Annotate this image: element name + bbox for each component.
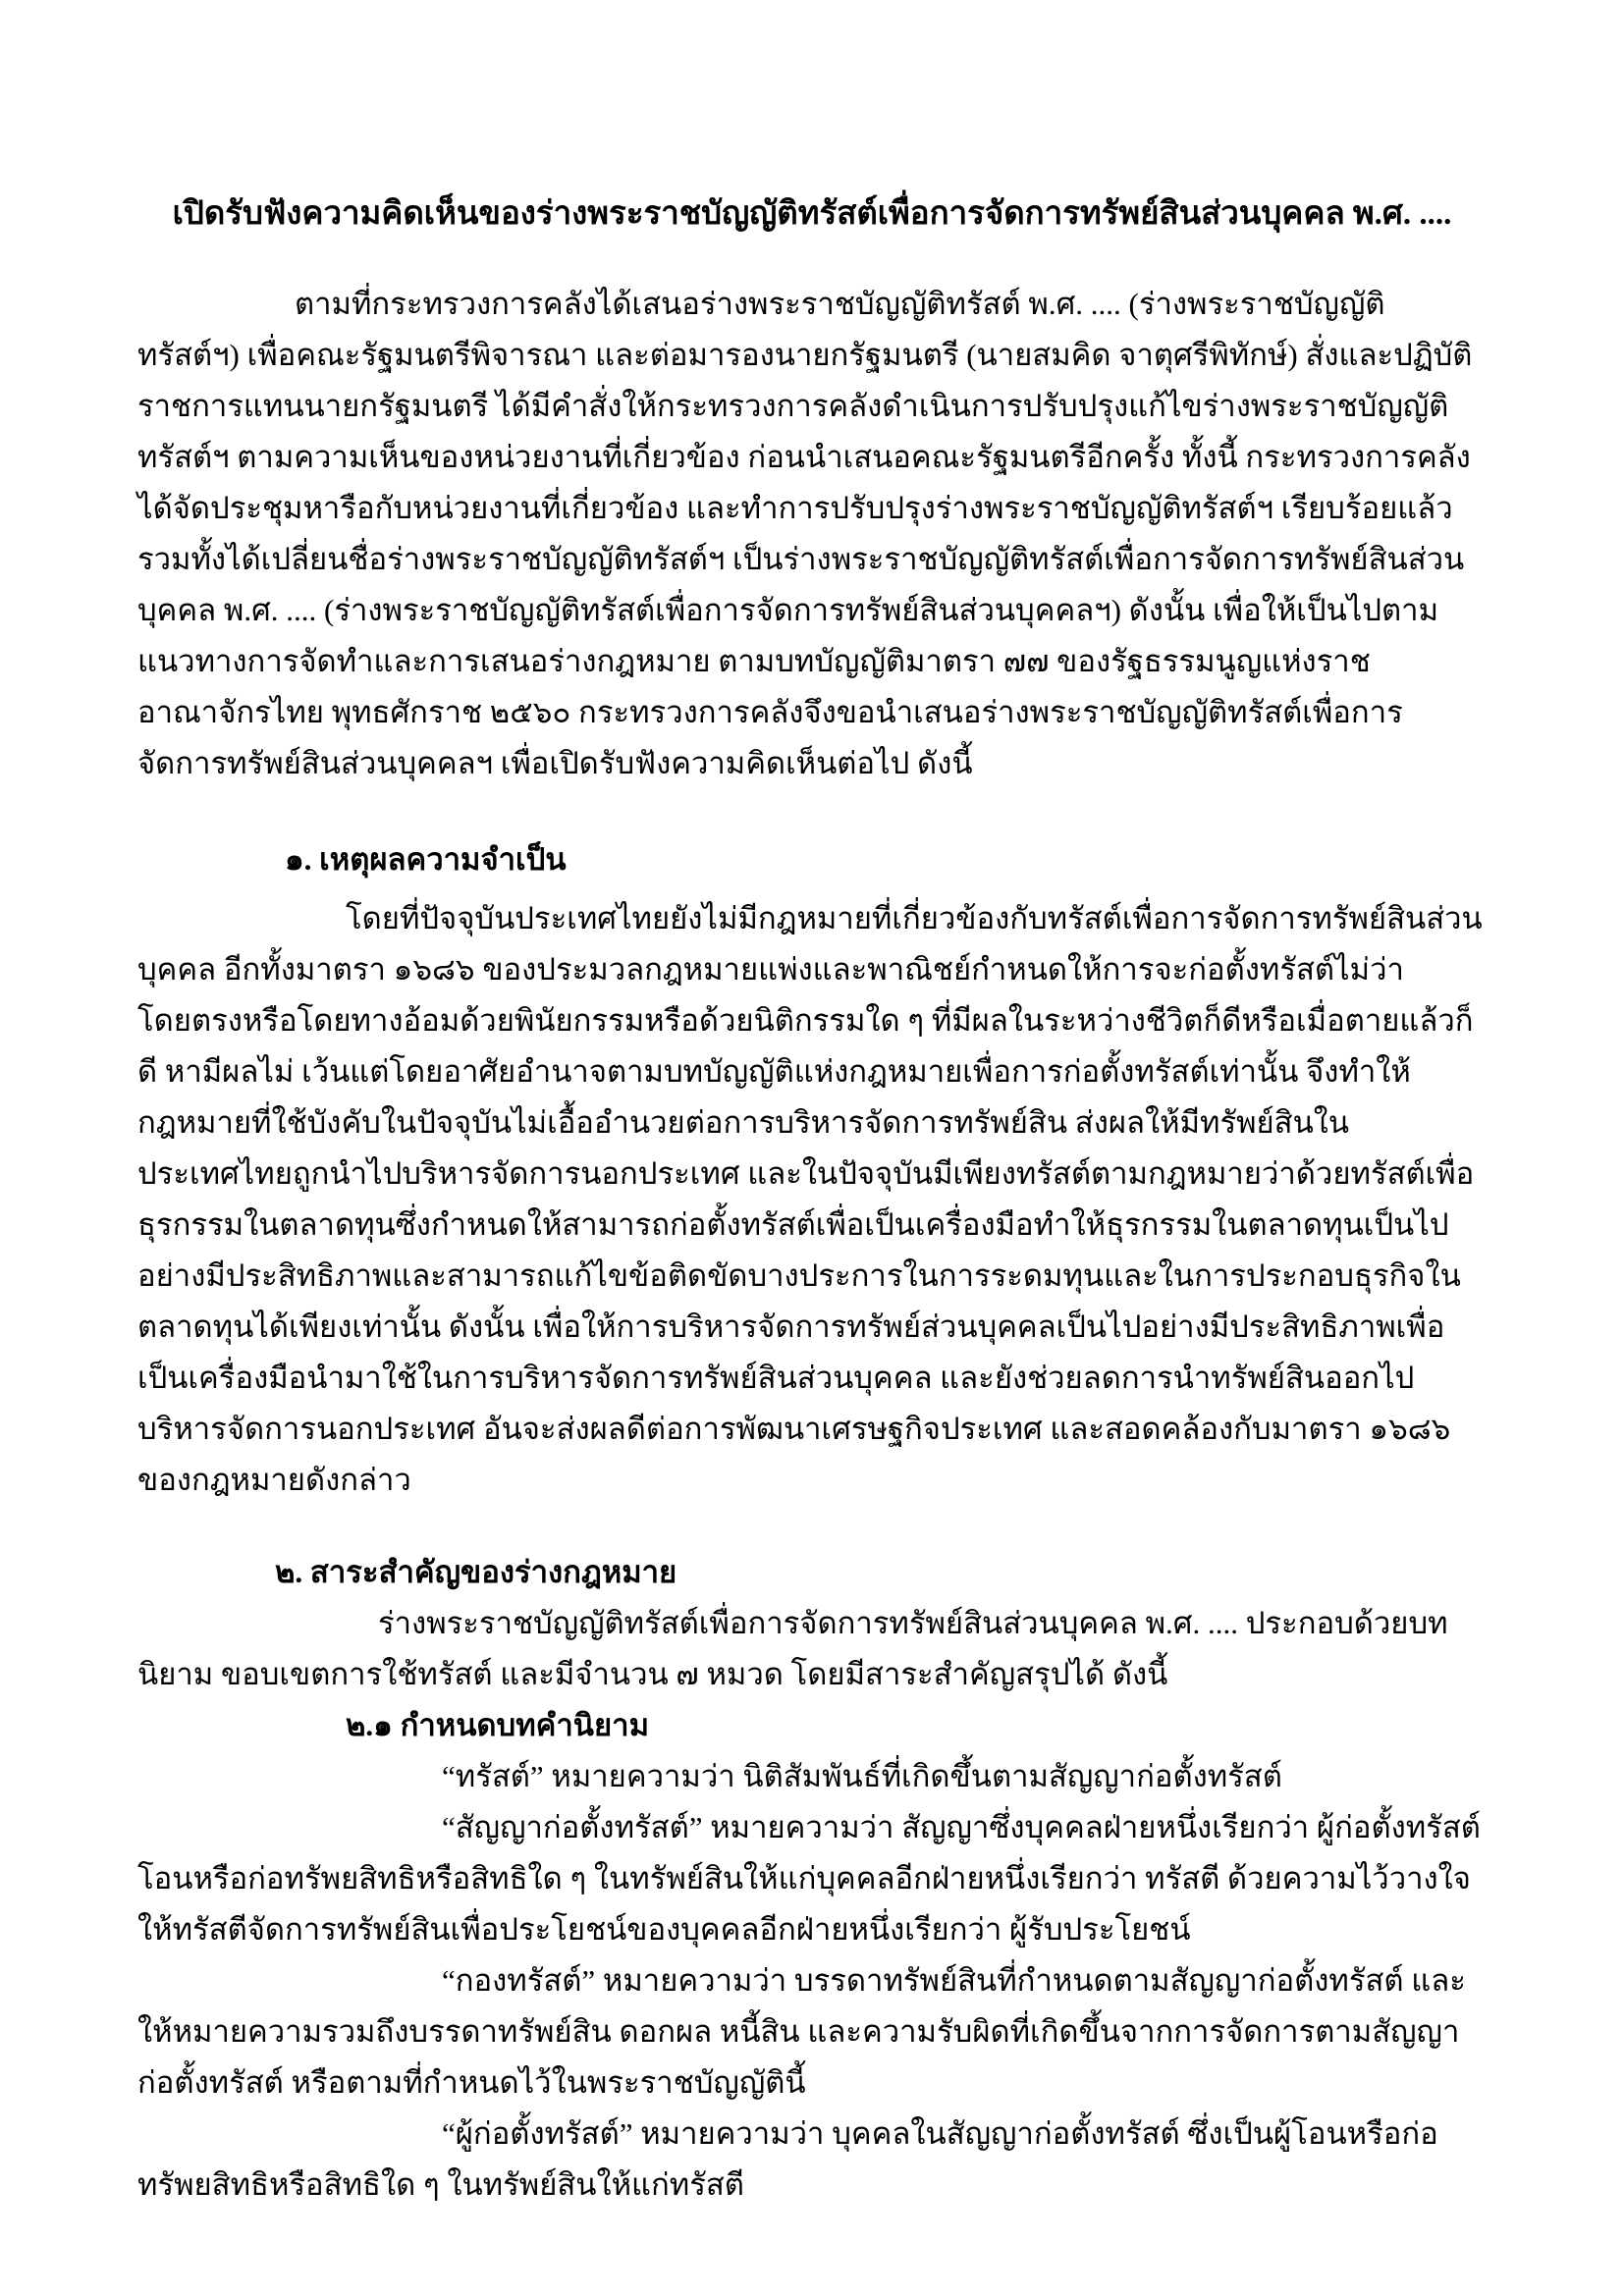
definition-trust: “ทรัสต์” หมายความว่า นิติสัมพันธ์ที่เกิดขึ้นตามสัญญาก่อตั้งทรัสต์ xyxy=(442,1759,1282,1793)
section-1-paragraph: โดยที่ปัจจุบันประเทศไทยยังไม่มีกฎหมายที่เกี่ยวข้องกับทรัสต์เพื่อการจัดการทรัพย์สินส่วนบุคคล อีกทั้งมาตรา ๑๖๘๖ ของประมวลกฎหมายแพ่งและพาณิชย์กำหนดให้การจะก่อตั้งทรัสต์ไม่ว่าโดยตรงหรือโดยทางอ้อมด้วยพินัยกรรมหรือด้วยนิติกรรมใด ๆ ที่มีผลในระหว่างชีวิตก็ดีหรือเมื่อตายแล้วก็ดี หามีผลไม่ เว้นแต่โดยอาศัยอำนาจตามบทบัญญัติแห่งกฎหมายเพื่อการก่อตั้งทรัสต์เท่านั้น จึงทำให้กฎหมายที่ใช้บังคับในปัจจุบันไม่เอื้ออำนวยต่อการบริหารจัดการทรัพย์สิน ส่งผลให้มีทรัพย์สินในประเทศไทยถูกนำไปบริหารจัดการนอกประเทศ และในปัจจุบันมีเพียงทรัสต์ตามกฎหมายว่าด้วยทรัสต์เพื่อธุรกรรมในตลาดทุนซึ่งกำหนดให้สามารถก่อตั้งทรัสต์เพื่อเป็นเครื่องมือทำให้ธุรกรรมในตลาดทุนเป็นไปอย่างมีประสิทธิภาพและสามารถแก้ไขข้อติดขัดบางประการในการระดมทุนและในการประกอบธุรกิจในตลาดทุนได้เพียงเท่านั้น ดังนั้น เพื่อให้การบริหารจัดการทรัพย์ส่วนบุคคลเป็นไปอย่างมีประสิทธิภาพเพื่อเป็นเครื่องมือนำมาใช้ในการบริหารจัดการทรัพย์สินส่วนบุคคล และยังช่วยลดการนำทรัพย์สินออกไปบริหารจัดการนอกประเทศ อันจะส่งผลดีต่อการพัฒนาเศรษฐกิจประเทศ และสอดคล้องกับมาตรา ๑๖๘๖ ของกฎหมายดังกล่าว xyxy=(137,901,1483,1497)
section-2-heading: ๒. สาระสำคัญของร่างกฎหมาย xyxy=(275,1555,677,1589)
section-1-heading: ๑. เหตุผลความจำเป็น xyxy=(285,842,567,877)
definition-trust-settlor: “ผู้ก่อตั้งทรัสต์” หมายความว่า บุคคลในสัญญาก่อตั้งทรัสต์ ซึ่งเป็นผู้โอนหรือก่อทรัพยสิทธิหรือสิทธิใด ๆ ในทรัพย์สินให้แก่ทรัสตี xyxy=(137,2116,1438,2202)
definition-trust-contract: “สัญญาก่อตั้งทรัสต์” หมายความว่า สัญญาซึ่งบุคคลฝ่ายหนึ่งเรียกว่า ผู้ก่อตั้งทรัสต์ โอนหรือก่อทรัพยสิทธิหรือสิทธิใด ๆ ในทรัพย์สินให้แก่บุคคลอีกฝ่ายหนึ่งเรียกว่า ทรัสตี ด้วยความไว้วางใจให้ทรัสตีจัดการทรัพย์สินเพื่อประโยชน์ของบุคคลอีกฝ่ายหนึ่งเรียกว่า ผู้รับประโยชน์ xyxy=(137,1810,1481,1947)
document-title: เปิดรับฟังความคิดเห็นของร่างพระราชบัญญัติทรัสต์เพื่อการจัดการทรัพย์สินส่วนบุคคล พ.ศ. .... xyxy=(172,196,1452,232)
subsection-2-1-heading: ๒.๑ กำหนดบทคำนิยาม xyxy=(346,1708,650,1742)
definition-trust-fund: “กองทรัสต์” หมายความว่า บรรดาทรัพย์สินที่กำหนดตามสัญญาก่อตั้งทรัสต์ และให้หมายความรวมถึงบรรดาทรัพย์สิน ดอกผล หนี้สิน และความรับผิดที่เกิดขึ้นจากการจัดการตามสัญญาก่อตั้งทรัสต์ หรือตามที่กำหนดไว้ในพระราชบัญญัตินี้ xyxy=(137,1963,1466,2100)
intro-paragraph: ตามที่กระทรวงการคลังได้เสนอร่างพระราชบัญญัติทรัสต์ พ.ศ. .... (ร่างพระราชบัญญัติทรัสต์ฯ) เพื่อคณะรัฐมนตรีพิจารณา และต่อมารองนายกรัฐมนตรี (นายสมคิด จาตุศรีพิทักษ์) สั่งและปฏิบัติราชการแทนนายกรัฐมนตรี ได้มีคำสั่งให้กระทรวงการคลังดำเนินการปรับปรุงแก้ไขร่างพระราชบัญญัติทรัสต์ฯ ตามความเห็นของหน่วยงานที่เกี่ยวข้อง ก่อนนำเสนอคณะรัฐมนตรีอีกครั้ง ทั้งนี้ กระทรวงการคลังได้จัดประชุมหารือกับหน่วยงานที่เกี่ยวข้อง และทำการปรับปรุงร่างพระราชบัญญัติทรัสต์ฯ เรียบร้อยแล้ว รวมทั้งได้เปลี่ยนชื่อร่างพระราชบัญญัติทรัสต์ฯ เป็นร่างพระราชบัญญัติทรัสต์เพื่อการจัดการทรัพย์สินส่วนบุคคล พ.ศ. .... (ร่างพระราชบัญญัติทรัสต์เพื่อการจัดการทรัพย์สินส่วนบุคคลฯ) ดังนั้น เพื่อให้เป็นไปตามแนวทางการจัดทำและการเสนอร่างกฎหมาย ตามบทบัญญัติมาตรา ๗๗ ของรัฐธรรมนูญแห่งราชอาณาจักรไทย พุทธศักราช ๒๕๖๐ กระทรวงการคลังจึงขอนำเสนอร่างพระราชบัญญัติทรัสต์เพื่อการจัดการทรัพย์สินส่วนบุคคลฯ เพื่อเปิดรับฟังความคิดเห็นต่อไป ดังนี้ xyxy=(137,287,1473,780)
section-2-intro-paragraph: ร่างพระราชบัญญัติทรัสต์เพื่อการจัดการทรัพย์สินส่วนบุคคล พ.ศ. .... ประกอบด้วยบทนิยาม ขอบเขตการใช้ทรัสต์ และมีจำนวน ๗ หมวด โดยมีสาระสำคัญสรุปได้ ดังนี้ xyxy=(137,1606,1448,1691)
